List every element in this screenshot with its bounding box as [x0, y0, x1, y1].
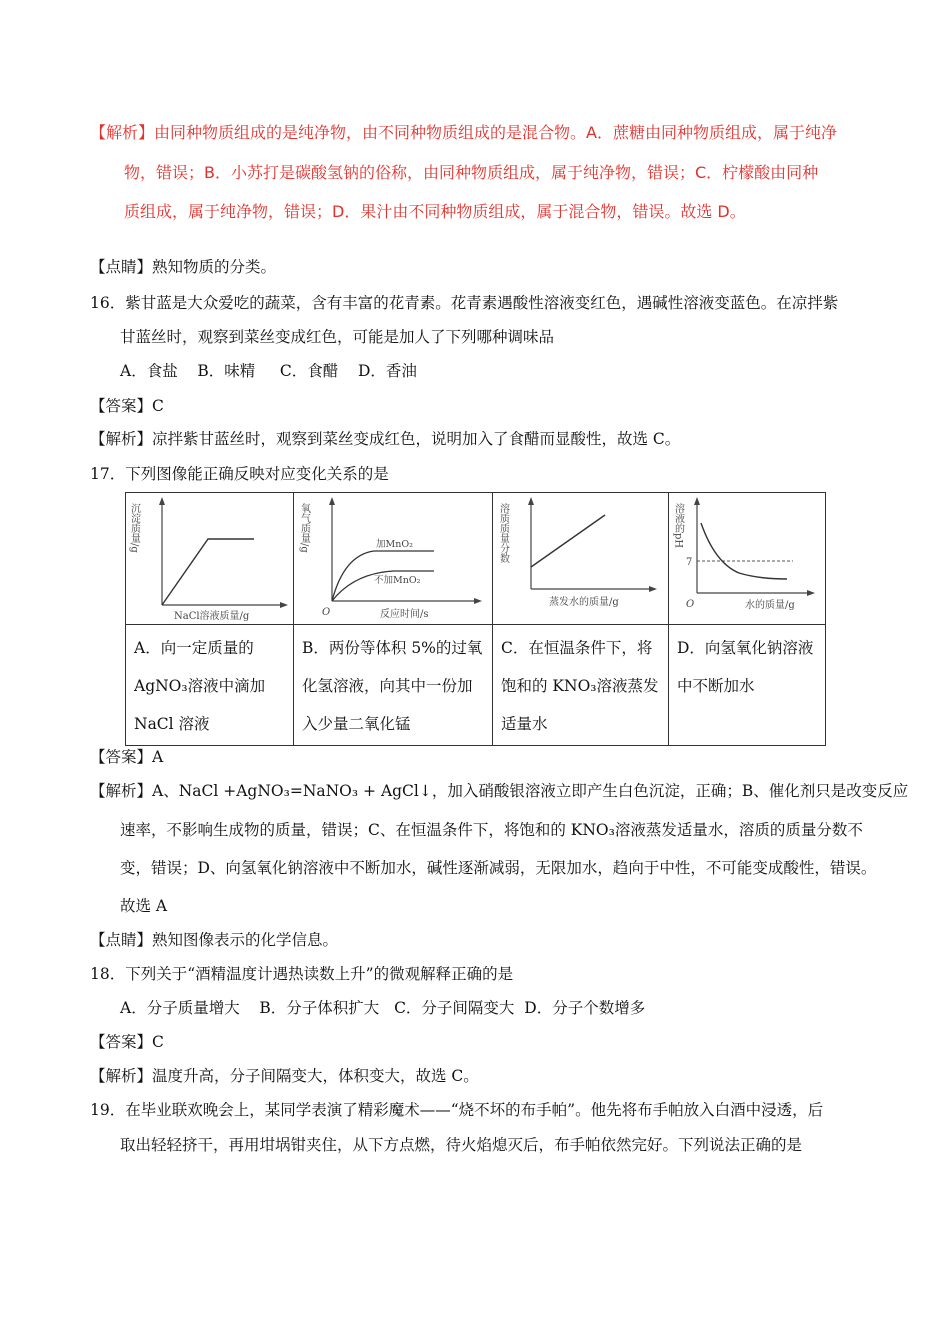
graph-cell-b	[294, 493, 493, 625]
graph-cell-d	[669, 493, 826, 625]
option-b-line-3: 入少量二氧化锰	[302, 715, 411, 733]
option-a-line-1: A．向一定质量的	[134, 639, 254, 657]
option-cell-d	[669, 625, 826, 746]
graph-a-xlabel: NaCl溶液质量/g	[174, 611, 250, 622]
graph-b	[294, 493, 492, 624]
graph-d-origin: O	[686, 599, 695, 610]
graph-d-ylabel: 溶液的pH	[672, 503, 684, 549]
q18-stem: 18．下列关于“酒精温度计遇热读数上升”的微观解释正确的是	[90, 965, 514, 983]
option-b-line-2: 化氢溶液，向其中一份加	[302, 677, 473, 695]
q18-answer: 【答案】C	[90, 1033, 164, 1051]
q16-analysis: 【解析】凉拌紫甘蓝丝时，观察到菜丝变成红色，说明加入了食醋而显酸性，故选 C。	[90, 430, 681, 448]
option-cell-a	[126, 625, 294, 746]
option-cell-b	[294, 625, 493, 746]
graph-b-legend-bottom: 不加MnO₂	[374, 575, 421, 586]
q16-answer: 【答案】C	[90, 397, 164, 415]
q19-stem-line-2: 取出轻轻挤干，再用坩埚钳夹住，从下方点燃，待火焰熄灭后，布手帕依然完好。下列说法正确的是	[120, 1136, 803, 1154]
graph-b-ylabel: 氧气质量/g	[298, 503, 310, 553]
analysis-red-line-3: 质组成，属于纯净物，错误；D．果汁由不同种物质组成，属于混合物，错误。故选 D。	[124, 202, 746, 221]
graph-cell-a	[126, 493, 294, 625]
graph-a-ylabel: 沉淀质量/g	[128, 503, 140, 553]
graph-c-ylabel: 溶质质量分数	[497, 503, 509, 563]
q17-answer: 【答案】A	[90, 748, 164, 766]
graph-c	[493, 493, 668, 624]
option-c-line-3: 适量水	[501, 715, 548, 733]
q17-graph-table	[125, 492, 826, 746]
q19-stem-line-1: 19．在毕业联欢晚会上，某同学表演了精彩魔术——“烧不坏的布手帕”。他先将布手帕放入白酒中浸透，后	[90, 1101, 824, 1119]
graph-b-legend-top: 加MnO₂	[376, 539, 413, 550]
option-c-line-1: C．在恒温条件下，将	[501, 639, 653, 657]
graph-a	[126, 493, 293, 624]
q18-analysis: 【解析】温度升高，分子间隔变大，体积变大，故选 C。	[90, 1067, 479, 1085]
analysis-red-line-1: 【解析】由同种物质组成的是纯净物，由不同种物质组成的是混合物。A．蔗糖由同种物质组成，属于纯净	[90, 123, 837, 142]
graph-c-xlabel: 蒸发水的质量/g	[549, 597, 619, 608]
graph-d-xlabel: 水的质量/g	[745, 600, 795, 611]
q16-stem-line-1: 16．紫甘蓝是大众爱吃的蔬菜，含有丰富的花青素。花青素遇酸性溶液变红色，遇碱性溶液变蓝色。在凉拌紫	[90, 294, 839, 312]
option-b-line-1: B．两份等体积 5%的过氧	[302, 639, 483, 657]
q17-analysis-line-1: 【解析】A、NaCl +AgNO₃=NaNO₃ + AgCl↓，加入硝酸银溶液立即产生白色沉淀，正确；B、催化剂只是改变反应	[90, 782, 909, 800]
graph-cell-c	[493, 493, 669, 625]
option-d-line-1: D．向氢氧化钠溶液	[677, 639, 814, 657]
q17-analysis-line-3: 变，错误；D、向氢氧化钠溶液中不断加水，碱性逐渐减弱，无限加水，趋向于中性，不可能变成酸性，错误。	[120, 859, 877, 877]
analysis-red-line-2: 物，错误；B．小苏打是碳酸氢钠的俗称，由同种物质组成，属于纯净物，错误；C．柠檬酸由同种	[124, 163, 819, 182]
graph-d-tick: 7	[686, 557, 693, 568]
q17-analysis-line-2: 速率，不影响生成物的质量，错误；C、在恒温条件下，将饱和的 KNO₃溶液蒸发适量水，溶质的质量分数不	[120, 821, 863, 839]
option-c-line-2: 饱和的 KNO₃溶液蒸发	[501, 677, 659, 695]
graph-b-origin: O	[322, 607, 331, 618]
q16-options: A．食盐 B．味精 C．食醋 D．香油	[120, 362, 417, 380]
q17-analysis-line-4: 故选 A	[120, 897, 168, 915]
graph-b-xlabel: 反应时间/s	[380, 609, 429, 620]
graph-d	[669, 493, 825, 624]
q16-stem-line-2: 甘蓝丝时，观察到菜丝变成红色，可能是加人了下列哪种调味品	[120, 328, 555, 346]
option-cell-c	[493, 625, 669, 746]
q17-tip: 【点睛】熟知图像表示的化学信息。	[90, 931, 339, 949]
q17-stem: 17．下列图像能正确反映对应变化关系的是	[90, 465, 389, 483]
option-a-line-3: NaCl 溶液	[134, 715, 210, 733]
option-a-line-2: AgNO₃溶液中滴加	[134, 677, 266, 695]
option-d-line-2: 中不断加水	[677, 677, 755, 695]
q15-tip: 【点睛】熟知物质的分类。	[90, 258, 277, 276]
q18-options: A．分子质量增大 B．分子体积扩大 C．分子间隔变大 D．分子个数增多	[120, 999, 646, 1017]
